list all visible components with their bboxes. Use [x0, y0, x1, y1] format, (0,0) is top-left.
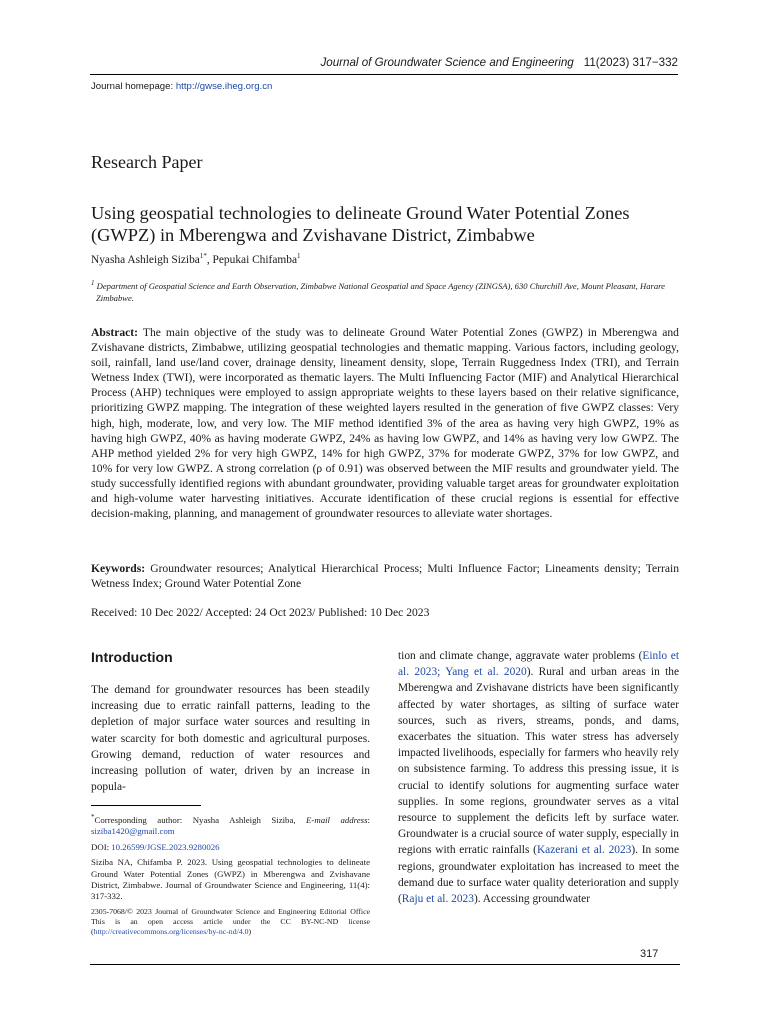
author-2: Pepukai Chifamba	[212, 253, 297, 266]
journal-name: Journal of Groundwater Science and Engineering	[320, 56, 574, 69]
doi-label: DOI:	[91, 841, 112, 852]
affiliation-text: Department of Geospatial Science and Earth Observation, Zimbabwe National Geospatial and Space Agency (ZINGSA), 630 Churchill Ave, Mount Pleasant, Harare Zimbabwe.	[96, 280, 665, 304]
author-1-affiliation-mark: 1*	[199, 252, 207, 260]
introduction-column-2	[398, 648, 679, 907]
homepage-label: Journal homepage:	[91, 81, 176, 92]
footnote-divider	[91, 805, 201, 806]
corresponding-mark: *	[91, 813, 95, 821]
citation-text: Siziba NA, Chifamba P. 2023. Using geospatial technologies to delineate Ground Water Potential Zones (GWPZ) in Mberengwa and Zvishavane District, Zimbabwe. Journal of Groundwater Science and Engineering, 11(4): 317-332.	[91, 857, 370, 902]
doi-link[interactable]: 10.26599/JGSE.2023.9280026	[111, 841, 220, 852]
abstract	[91, 325, 679, 521]
author-separator: ,	[206, 253, 213, 266]
article-type: Research Paper	[91, 152, 203, 172]
corresponding-label: Corresponding author: Nyasha Ashleigh Siziba,	[94, 814, 307, 825]
journal-volume: 11(2023) 317−332	[583, 56, 678, 69]
license-close: )	[248, 927, 252, 937]
abstract-label: Abstract:	[91, 326, 139, 339]
citation-link[interactable]: Kazerani et al. 2023	[536, 844, 632, 857]
citation-link[interactable]: Raju et al. 2023	[401, 893, 474, 906]
doi	[91, 842, 370, 853]
introduction-column-1: The demand for groundwater resources has been steadily increasing due to erratic rainfall patterns, leading to the depletion of major surface water sources and resulting in water scarcity for both domestic and agricultural purposes. Growing demand, reduction of water resources and increasing pollution of water, driven by an increase in popula-	[91, 684, 370, 794]
intro-text-d: ). Accessing groundwater	[473, 893, 591, 906]
page-number: 317	[640, 948, 659, 960]
authors	[91, 252, 301, 266]
journal-homepage	[91, 81, 272, 92]
author-1: Nyasha Ashleigh Siziba	[91, 253, 200, 266]
license	[91, 907, 370, 938]
author-2-affiliation-mark: 1	[297, 252, 301, 260]
affiliation	[91, 277, 688, 305]
email-label: E-mail address	[306, 814, 368, 825]
footnotes	[91, 812, 370, 941]
email-colon: :	[367, 814, 370, 825]
license-link[interactable]: http://creativecommons.org/licenses/by-nc-nd/4.0	[93, 927, 249, 937]
abstract-text: The main objective of the study was to delineate Ground Water Potential Zones (GWPZ) in Mberengwa and Zvishavane districts, Zimbabwe, utilizing geospatial technologies and thematic mapping. Various factors, including geology, soil, rainfall, land use/land cover, drainage density, lineament density, slope, Terrain Ruggedness Index (TRI), and Terrain Wetness Index (TWI), were incorporated as thematic layers. The Multi Influencing Factor (MIF) and Analytical Hierarchical Process (AHP) techniques were employed to assign appropriate weights to these layers based on their relative significance, prioritizing GWPZ mapping. The integration of these weighted layers resulted in the generation of five GWPZ classes: Very high, high, moderate, low, and very low. The MIF method identified 3% of the area as having very high GWPZ, 19% as having high GWPZ, 40% as having moderate GWPZ, 24% as having low GWPZ, and 14% as having very low GWPZ. The AHP method yielded 2% for very high GWPZ, 14% for high GWPZ, 37% for moderate GWPZ, 37% for low GWPZ, and 10% for very low GWPZ. A strong correlation (ρ of 0.91) was observed between the MIF results and groundwater yield. The study successfully identified regions with abundant groundwater, providing valuable target areas for groundwater exploitation and high-volume water harvesting initiatives. Accurate identification of these crucial regions is essential for effective decision-making, planning, and management of groundwater resources to alleviate water shortages.	[91, 326, 679, 521]
intro-text-a: tion and climate change, aggravate water problems (	[398, 650, 643, 662]
introduction-heading: Introduction	[91, 649, 173, 665]
email-link[interactable]: siziba1420@gmail.com	[91, 826, 175, 837]
homepage-link[interactable]: http://gwse.iheg.org.cn	[175, 81, 273, 92]
page-bottom-rule	[90, 964, 680, 965]
affiliation-mark: 1	[91, 279, 95, 287]
journal-header	[90, 56, 678, 75]
license-text: 2305-7068/© 2023 Journal of Groundwater Science and Engineering Editorial Office This is an open access article under the CC BY-NC-ND license (	[91, 906, 370, 937]
corresponding-author	[91, 812, 370, 838]
intro-text-b: ). Rural and urban areas in the Mberengwa and Zvishavane districts have been significantly affected by water shortages, as silting of surface water sources, such as rivers, streams, ponds, and dams, exacerbates the situation. This water stress has adversely impacted livelihoods, especially for farmers who heavily rely on subsistence farming. To address this pressing issue, it is crucial to identify solutions for augmenting surface water supplies. In some regions, groundwater serves as a vital resource to supplement the deficits left by surface water. Groundwater is a crucial source of water supply, especially in regions with erratic rainfalls (	[398, 666, 679, 857]
article-dates: Received: 10 Dec 2022/ Accepted: 24 Oct 2023/ Published: 10 Dec 2023	[91, 606, 430, 619]
intro-text-c: ). In some regions, groundwater exploitation has increased to meet the demand due to surface water quality deterioration and supply (	[398, 844, 680, 906]
keywords	[91, 561, 679, 591]
keywords-label: Keywords:	[91, 562, 146, 575]
citation-link[interactable]: Einlo et al. 2023; Yang et al. 2020	[398, 650, 679, 679]
keywords-text: Groundwater resources; Analytical Hierarchical Process; Multi Influence Factor; Lineaments density; Terrain Wetness Index; Ground Water Potential Zone	[91, 562, 680, 591]
article-title: Using geospatial technologies to delineate Ground Water Potential Zones (GWPZ) in Mberengwa and Zvishavane District, Zimbabwe	[91, 203, 630, 245]
